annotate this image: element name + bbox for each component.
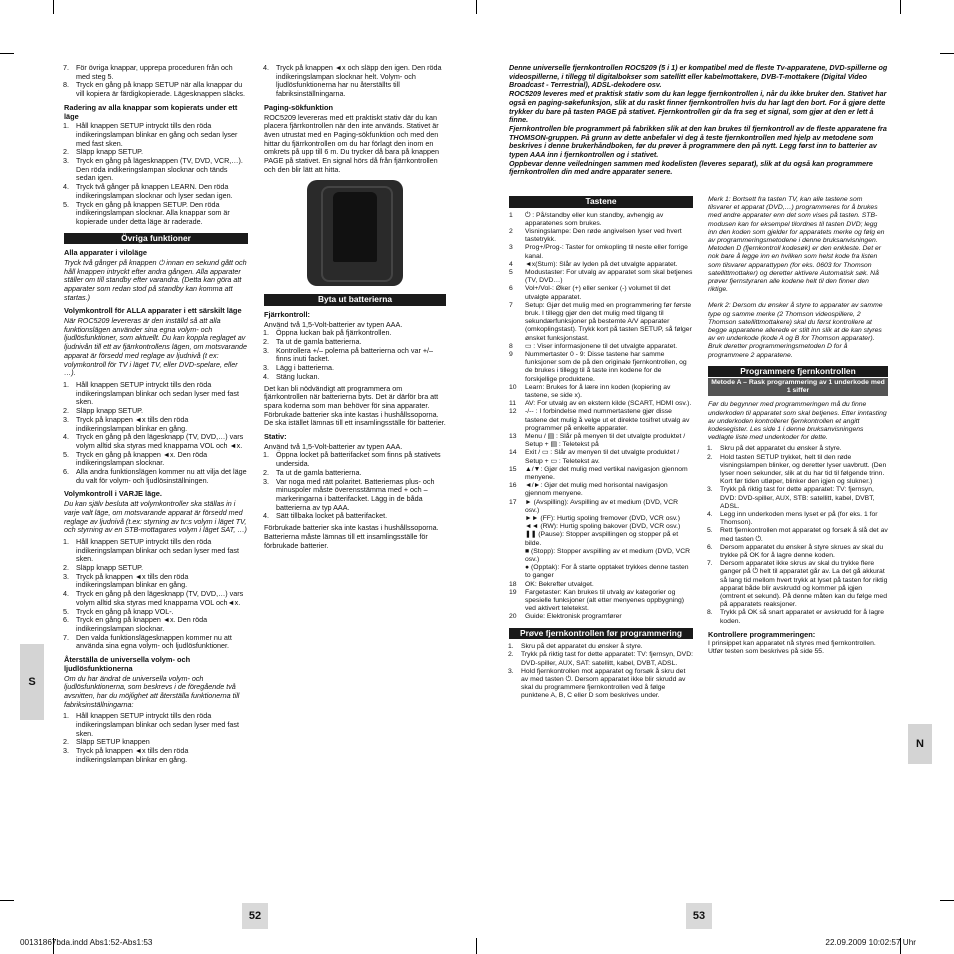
list-item-number: 3.	[707, 486, 713, 494]
key-number: 18	[509, 580, 517, 588]
list-item-number: 1.	[63, 380, 69, 389]
list-item-text: Släpp knapp SETUP.	[76, 406, 143, 416]
key-number: 10	[509, 383, 517, 391]
varje-heading: Volymkontroll i VARJE läge.	[64, 489, 162, 499]
key-text: ■ (Stopp): Stopper avspilling av et medium (DVD, VCR osv.)	[525, 547, 691, 564]
list-item	[707, 527, 888, 543]
list-item-text: Släpp knapp SETUP.	[76, 147, 143, 157]
list-item-number: 1.	[508, 643, 514, 651]
list-item-text: Hold tasten SETUP trykket, helt til den røde visningslampen blinker, og deretter lyser uavbrutt. (Den lyser noen sekunder, slik at du har tid til følgende trinn. Kort før tiden utløper, blinker den igjen og slukner.)	[720, 453, 887, 486]
list-item	[63, 746, 248, 764]
key-description	[509, 228, 693, 244]
stativ-intro: Använd två 1,5-Volt-batterier av typen AAA.	[264, 441, 403, 451]
key-text: Nummertaster 0 - 9: Disse tastene har samme funksjoner som de på den originale fjernkontrollen, og de brukes i tillegg til å taste inn kodene for de forskjellige produktene.	[525, 350, 687, 383]
key-number: 8	[509, 342, 513, 350]
key-description	[509, 244, 693, 260]
key-number: 17	[509, 498, 517, 506]
metode-a-text: Før du begynner med programmeringen må du finne underkoden til apparatet som skal betjenes. Etter inntasting av underkoden kontrollerer fjernkontrollen et angitt kodesegister. Les side 1 i denne bruksanvisningens vedlagte liste med underkoder for dette.	[708, 401, 887, 442]
list-item-number: 4.	[63, 432, 69, 442]
list-item-number: 4.	[707, 511, 713, 518]
paging-text: ROC5209 levereras med ett praktiskt stativ där du kan placera fjärrkontrollen när den inte används. Stativet är även utrustat med en Paging-sökfunktion och med den hittar du fjärrkontrollen om du har förlagt den inom en omkrets på upp till 6 m. Du trycker då bara på knappen PAGE på stativet. En signal hörs då från fjärrkontrollen och den blir lätt att hitta.	[264, 112, 439, 174]
key-number: 7	[509, 301, 513, 309]
list-item-text: Ta ut de gamla batterierna.	[276, 467, 362, 477]
list-item-number: 1.	[263, 328, 269, 338]
list-item-text: Tryck på knappen ◄x tills den röda indikeringslampan blinkar en gång.	[76, 414, 189, 433]
crop-mark	[0, 900, 14, 901]
intro-steps-list	[64, 64, 248, 99]
left-column-2	[264, 64, 446, 553]
list-item-text: Tryck en gång på den lägesknapp (TV, DVD,…) vars volym alltid ska styras med knapparna VOL och ◄x.	[76, 432, 244, 450]
key-number: 5	[509, 268, 513, 276]
crop-mark	[940, 53, 954, 54]
list-item	[63, 380, 248, 407]
list-item	[263, 371, 446, 382]
list-item-text: Håll knappen SETUP intryckt tills den röda indikeringslampan blinkar och sedan lyser med fast sken.	[76, 380, 239, 407]
key-number: 20	[509, 613, 517, 621]
language-tab-s	[20, 644, 44, 720]
list-item-number: 2.	[508, 651, 514, 659]
list-item-number: 3.	[263, 476, 269, 486]
list-item-number: 2.	[63, 737, 69, 747]
fjarrkontroll-heading: Fjärrkontroll:	[264, 309, 310, 319]
list-item-text: Var noga med rätt polaritet. Batteriernas plus- och minuspoler måste överensstämma med + och – markeringarna i batterifacket. Lägg in de båda batterierna av typ AAA.	[276, 476, 435, 512]
kontroll-text-2: Utfør testen som beskrives på side 55.	[708, 648, 824, 656]
key-description	[509, 449, 693, 465]
list-item-number: 6.	[63, 467, 69, 477]
right-column-2	[708, 196, 888, 659]
merk-1-note: Merk 1: Bortsett fra tasten TV, kan alle tastene som tilsvarer et apparat (DVD,…) programmeres for å brukes med andre apparater enn det som vises på tasten. STB-modusen kan for eksempel tilordnes til tasten DVD; legg inn den koden som gjelder for apparatets merke og følg en av programmeringsmetodene i denne bruksanvisningen. Metoden D (fjernkontroll kodesøk) er den enkleste. Det er nok bare å legge inn en hvilken som helst kode fra listen som tilsvarer apparattypen (for eks. 0603 for Thomson satellittmottaker) og deretter aktivere Automatisk søk. Nå prøver fjernstyraren alle kodene helt til den finner den riktige.	[708, 196, 885, 294]
list-item-number: 5.	[63, 199, 69, 209]
metode-a-bar: Metode A – Rask programmering av 1 underkode med 1 siffer	[708, 378, 888, 396]
radering-heading: Radering av alla knappar som kopierats under ett läge	[64, 102, 238, 121]
list-item-text: Trykk på riktig tast for dette apparatet: TV: fjernsyn, DVD: DVD-spiller, AUX, SAT: satellitt, kabel, DVBT, ADSL.	[521, 651, 694, 667]
key-description	[509, 384, 693, 400]
key-description	[509, 343, 693, 351]
page-number-label: 53	[692, 910, 706, 922]
remote-stand-image	[307, 180, 403, 286]
kontroll-heading: Kontrollere programmeringen:	[708, 629, 816, 639]
list-item-text: Dersom apparatet ikke skrus av skal du trykke flere ganger på ⏻ helt til apparatet går av. La det gå akkurat så lang tid mellom hvert trykk at lyset på tasten for riktig apparat både blir avskrudd og kommer på igjen (omtrent et sekund). På denne måten kan du følge med på apparatets reaksjoner.	[720, 560, 888, 609]
list-item-number: 4.	[263, 371, 269, 381]
list-item-text: Öppna luckan bak på fjärrkontrollen.	[276, 328, 392, 338]
list-item	[508, 667, 693, 701]
list-item	[63, 199, 248, 227]
volym-text: När ROC5209 levereras är den inställd så att alla funktionslägen använder sina egna volym- och ljudlösfunktioner, som aktuellt. Du kan koppla reglaget av ljudnivån till ett av fjärrkontrollens lägen, om motsvarande apparat är försedd med reglage av ljudnivå (t ex: volymkontroll för TV i läget TV, eller DVD-spelare, eller …).	[64, 316, 247, 378]
list-item-number: 4.	[63, 182, 69, 192]
list-item	[63, 63, 248, 81]
list-item	[63, 571, 248, 590]
list-item-text: Tryck en gång på knapp VOL-.	[76, 606, 174, 616]
list-item	[508, 651, 694, 667]
key-number: 3	[509, 244, 513, 252]
key-description	[509, 466, 693, 482]
crop-mark	[476, 938, 477, 954]
key-text: ► (Avspilling): Avspilling av et medium (DVD, VCR osv.)	[525, 498, 679, 514]
merk-2-note: Merk 2: Dersom du ønsker å styre to apparater av samme type og samme merke (2 Thomson videospillere, 2 Thomson satellittmottakere) skal du først kontrollere at begge apparatene allerede er stilt inn slik at de kan styres av en underkode (kode A og B for Thomson apparater). Bruk deretter programmeringsmetoden D for å programmere 2 apparatene.	[708, 302, 883, 359]
key-text: ◄◄ (RW): Hurtig spoling bakover (DVD, VCR osv.)	[525, 523, 681, 531]
list-item	[63, 432, 248, 450]
stativ-heading: Stativ:	[264, 432, 287, 442]
key-text: Exit / ▭ : Slår av menyen til det utvalgte produktet / Setup + ▭ : Teletekst av.	[525, 449, 680, 465]
list-item	[63, 615, 248, 633]
key-description	[509, 408, 693, 433]
key-description	[509, 613, 693, 621]
list-item-text: Den valda funktionslägesknappen kommer nu att använda sina egna volym- och ljudlösfunktioner.	[76, 632, 232, 651]
list-item	[263, 345, 446, 364]
key-text: Learn: Brukes for å lære inn koden (kopiering av tastene, se side x).	[525, 383, 671, 399]
list-item-number: 8.	[707, 609, 713, 617]
list-item	[63, 449, 248, 468]
key-text: ❚❚ (Pause): Stopper avspillingen og stopper på et bilde.	[525, 531, 679, 547]
key-description	[509, 400, 693, 408]
list-item	[63, 80, 248, 99]
key-description	[509, 564, 693, 580]
key-description	[509, 285, 693, 301]
list-item-text: Tryck en gång på knappen ◄x. Den röda indikeringslampan slocknar.	[76, 615, 208, 633]
metode-a-steps-list	[708, 445, 888, 625]
list-item-text: För övriga knappar, upprepa proceduren från och med steg 5.	[76, 63, 233, 81]
list-item-number: 7.	[63, 632, 69, 642]
list-item-number: 5.	[63, 449, 69, 459]
key-description	[509, 589, 693, 614]
list-item-number: 3.	[263, 363, 269, 373]
list-item	[63, 156, 248, 183]
list-item-number: 1.	[63, 121, 69, 131]
list-item-text: Tryck en gång på knappen SETUP. Den röda indikeringslampan slocknar. Alla knappar som är kopierade under detta läge är raderade.	[76, 199, 230, 226]
list-item	[707, 445, 888, 453]
key-text: -/-- : I forbindelse med nummertastene gjør disse tastene det mulig å velge ut et direkte tosifret utvalg av programmer på enkelte apparater.	[525, 408, 690, 432]
key-number: 16	[509, 482, 517, 490]
fjarrkontroll-intro: Använd två 1,5-Volt-batterier av typen AAA.	[264, 319, 403, 329]
key-number: 1	[509, 211, 513, 219]
key-text: ►► (FF): Hurtig spoling fremover (DVD, VCR osv.)	[525, 515, 680, 523]
key-text: Menu / ▤ : Slår på menyen til det utvalgte produktet / Setup + ▤ : Teletekst på	[525, 432, 686, 449]
list-item-number: 2.	[707, 453, 713, 461]
list-item-text: Alla andra funktionslägen kommer nu att vilja det läge du valt för volym- och ljudlösinställningen.	[76, 467, 247, 485]
keys-list	[509, 212, 693, 622]
crop-mark	[0, 53, 14, 54]
list-item-number: 2.	[63, 147, 69, 157]
programmere-bar: Programmere fjernkontrollen	[708, 366, 888, 378]
key-description	[509, 499, 693, 515]
list-item	[63, 467, 248, 485]
list-item-number: 3.	[508, 667, 514, 675]
alla-apparater-heading: Alla apparater i viloläge	[64, 248, 147, 258]
list-item	[707, 560, 888, 609]
list-item	[263, 450, 446, 469]
varje-text: Du kan själv besluta att volymkontroller ska ställas in i varje valt läge, om motsvarande apparat är försedd med reglage av ljudnivå (t.ex: styrning av tv:s volym i läget TV, och styrning av en STB-mottagares volym i läget SAT, …)	[64, 499, 247, 535]
kontroll-text-1: I prinsippet kan apparatet nå styres med fjernkontrollen.	[708, 640, 876, 648]
key-number: 12	[509, 408, 517, 416]
list-item-text: Stäng luckan.	[276, 371, 320, 381]
key-description	[509, 548, 693, 564]
list-item-number: 1.	[63, 711, 69, 721]
intro-text-1: Denne universelle fjernkontrollen ROC5209 (5 i 1) er kompatibel med de fleste Tv-apparatene, DVD-spillerne og videospillerne, i tillegg til digitalbokser som satellitt eller kabelmottakere, DVB-T-mottakere (Digital Video Broadcast - Terrestrial), ADSL-dekodere osv.	[509, 63, 888, 90]
list-item	[707, 609, 888, 625]
list-item-text: Trykk på OK så snart apparatet er avskrudd for å lagre koden.	[720, 609, 885, 625]
list-item-number: 7.	[707, 560, 713, 568]
key-description	[509, 261, 693, 269]
key-description	[509, 482, 693, 498]
tastene-bar: Tastene	[509, 196, 693, 208]
ovriga-funktioner-bar: Övriga funktioner	[64, 233, 248, 245]
list-item-number: 2.	[263, 467, 269, 477]
key-text: ▭ : Viser informasjonene til det utvalgte apparatet.	[525, 342, 678, 350]
footer-filename: 00131867bda.indd Abs1:52-Abs1:53	[20, 938, 153, 947]
list-item	[63, 121, 248, 148]
list-item-number: 4.	[263, 511, 269, 521]
list-item-text: Tryck på knappen ◄x tills den röda indikeringslampan blinkar en gång.	[76, 746, 189, 764]
prove-steps-list	[509, 643, 693, 700]
key-text: ◄x(Stum): Slår av lyden på det utvalgte apparatet.	[525, 260, 678, 268]
key-description	[509, 515, 693, 523]
key-text: Guide: Elektronisk programfører	[525, 613, 622, 621]
aterstall-heading: Återställa de universella volym- och ljudlösfunktionerna	[64, 655, 191, 673]
col2-steps-list	[264, 64, 446, 99]
list-item-number: 3.	[263, 345, 269, 355]
paging-heading: Paging-sökfunktion	[264, 102, 333, 112]
list-item-text: Hold fjernkontrollen mot apparatet og forsøk å skru det av med tasten ⏻. Dersom apparatet ikke blir skrudd av skal du programmere fjernkontrollen ved å følge punktene A, B, C eller D som beskrives under.	[521, 667, 686, 700]
key-text: OK: Bekrefter utvalget.	[525, 580, 594, 588]
list-item-text: Tryck på knappen ◄x tills den röda indikeringslampan blinkar en gång.	[76, 571, 189, 590]
list-item	[63, 414, 248, 433]
volym-heading: Volymkontroll för ALLA apparater i ett särskilt läge	[64, 306, 242, 316]
intro-text-2: ROC5209 leveres med et praktisk stativ som du kan legge fjernkontrollen i, når du ikke bruker den. Stativet har også en paging-søkefunksjon, slik at du raskt finner fjernkontrollen hvis du har lagt den bort. For å gjøre dette trykker du bare på tasten PAGE på stativet. Fjernkontrollen gir da fra seg et signal, som gjør at den er lett å finne.	[509, 89, 887, 125]
fjarrkontroll-text-2: Förbrukade batterier ska inte kastas i hushållssoporna. De ska istället lämnas till ett insamlingsställe för batterier.	[264, 409, 446, 428]
left-column-1	[64, 64, 248, 768]
list-item	[63, 589, 248, 607]
list-item-number: 1.	[263, 450, 269, 460]
page-number-left	[242, 903, 268, 929]
crop-mark	[900, 0, 901, 14]
list-item-text: Kontrollera +/– polerna på batterierna och var +/– finns inuti facket.	[276, 345, 434, 364]
key-text: AV: For utvalg av en ekstern kilde (SCART, HDMI osv.).	[525, 400, 692, 408]
right-column-1-lower	[509, 196, 693, 704]
list-item-number: 4.	[63, 589, 69, 599]
key-text: Setup: Gjør det mulig med en programmering før første bruk. I tillegg gjør den det mulig med tilgang til sekundærfunksjoner på bestemte A/V apparater (omkoplingstast). Trykk kort på tasten SETUP, så følger ønsket funksjonstast.	[525, 301, 692, 342]
key-description	[509, 433, 693, 449]
intro-text-4: Oppbevar denne veiledningen sammen med kodelisten (leveres separat), slik at du også kan programmere fjernkontrollen din med andre apparater senere.	[509, 158, 873, 177]
right-column-1	[509, 64, 891, 180]
key-text: Modustaster: For utvalg av apparatet som skal betjenes (TV, DVD…)	[525, 268, 693, 285]
key-text: Prog+/Prog-: Taster for omkopling til neste eller forrige kanal.	[525, 244, 688, 260]
list-item-text: Håll knappen SETUP intryckt tills den röda indikeringslampan blinkar och sedan lyser med fast sken.	[76, 711, 239, 738]
page-number-right	[686, 903, 712, 929]
list-item	[63, 536, 248, 564]
list-item-number: 5.	[707, 527, 713, 535]
list-item-number: 2.	[63, 563, 69, 573]
list-item-text: Legg inn underkoden mens lyset er på (for eks. 1 for Thomson).	[720, 511, 878, 527]
key-number: 4	[509, 260, 513, 268]
intro-text-3: Fjernkontrollen ble programmert på fabrikken slik at den kan brukes til fjernkontroll av de fleste apparatene fra THOMSON-gruppen. På grunn av dette anbefaler vi deg å teste fjernkontrollen med hjelp av metodene som beskrives i denne brukerhåndboken, før du prøver å programmere den på nytt. Legg først inn to batterier av typen AAA inn i fjernkontrollen og i stativet.	[509, 123, 887, 160]
alla-apparater-text: Tryck två gånger på knappen ⏻ innan en sekund gått och håll knappen intryckt efter andra gången. Alla apparater ställer om till standby efter varandra. (Detta kan göra att apparater som redan stod på standby kan komma att startas.)	[64, 257, 247, 302]
stativ-text: Förbrukade batterier ska inte kastas i hushållssoporna. Batterierna måste lämnas till ett insamlingsställe för förbrukade batterier.	[264, 523, 439, 550]
radering-steps-list	[64, 122, 248, 226]
list-item-text: Tryck en gång på knappen ◄x. Den röda indikeringslampan slocknar.	[76, 449, 208, 468]
key-number: 2	[509, 227, 513, 235]
list-item-text: Håll knappen SETUP intryckt tills den röda indikeringslampan blinkar och sedan lyser med fast sken.	[76, 536, 239, 564]
list-item-text: Öppna locket på batterifacket som finns på stativets undersida.	[276, 450, 441, 469]
list-item-number: 1.	[707, 445, 713, 453]
fjarrkontroll-text-1: Det kan bli nödvändigt att programmera om fjärrkontrollen när batterierna byts. Det är därför bra att spara koderna som man behöver för sina apparater.	[264, 383, 439, 410]
crop-mark	[53, 0, 54, 14]
list-item-number: 6.	[707, 543, 713, 551]
list-item-number: 8.	[63, 80, 69, 90]
list-item-text: Trykk på riktig tast for dette apparatet: TV: fjernsyn, DVD: DVD-spiller, AUX, STB: satellitt, kabel, DVBT, ADSL.	[720, 486, 875, 510]
list-item-text: Skru på det apparatet du ønsker å styre.	[720, 445, 842, 453]
crop-mark	[476, 0, 477, 14]
list-item-number: 3.	[63, 746, 69, 756]
volym-steps-list	[64, 381, 248, 485]
list-item-number: 4.	[263, 63, 269, 72]
key-number: 6	[509, 285, 513, 293]
list-item-number: 3.	[63, 571, 69, 581]
list-item-number: 3.	[63, 414, 69, 424]
list-item-text: Skru på det apparatet du ønsker å styre.	[521, 643, 643, 651]
list-item	[707, 453, 888, 487]
list-item-text: Ta ut de gamla batterierna.	[276, 337, 362, 347]
language-tab-n	[908, 724, 932, 764]
list-item-text: Rett fjernkontrollen mot apparatet og forsøk å slå det av med tasten ⏻.	[720, 527, 888, 543]
list-item-number: 6.	[63, 615, 69, 625]
list-item	[63, 711, 248, 738]
list-item	[707, 486, 888, 511]
varje-steps-list	[64, 538, 248, 651]
crop-mark	[940, 900, 954, 901]
list-item-number: 3.	[63, 156, 69, 166]
key-text: ● (Opptak): For å starte opptaket trykkes denne tasten to ganger	[525, 564, 689, 580]
key-number: 13	[509, 432, 517, 440]
byta-batterierna-bar: Byta ut batterierna	[264, 294, 446, 306]
list-item-text: Lägg i batterierna.	[276, 363, 334, 373]
list-item-text: Släpp knapp SETUP.	[76, 563, 143, 573]
aterstall-steps-list	[64, 712, 248, 764]
key-description	[509, 212, 693, 228]
page-number-label: 52	[248, 910, 262, 922]
list-item	[263, 511, 446, 521]
language-tab-label: S	[28, 676, 36, 688]
list-item	[707, 511, 888, 527]
footer-date: 22.09.2009 10:02:57 Uhr	[825, 938, 916, 947]
language-tab-label: N	[916, 738, 924, 750]
key-description	[509, 351, 693, 384]
key-text: ▲/▼: Gjør det mulig med vertikal navigasjon gjennom menyene.	[525, 465, 688, 481]
key-description	[509, 581, 693, 589]
list-item-text: Håll knappen SETUP intryckt tills den röda indikeringslampan blinkar en gång och sedan lyser med fast sken.	[76, 121, 238, 148]
list-item-text: Tryck en gång på den lägesknapp (TV, DVD,…) vars volym alltid ska styras med knapparna VOL och◄x.	[76, 589, 244, 607]
list-item-text: Tryck på knappen ◄x och släpp den igen. Den röda indikeringslampan slocknar helt. Volym- och ljudlösfunktionerna har nu återställts till fabriksinställningarna.	[276, 63, 442, 99]
list-item-text: Sätt tillbaka locket på batterifacket.	[276, 511, 388, 521]
list-item-number: 2.	[63, 406, 69, 416]
key-number: 14	[509, 449, 517, 457]
list-item-text: Tryck två gånger på knappen LEARN. Den röda indikeringslampan slocknar och lyser sedan igen.	[76, 182, 233, 200]
key-description	[509, 269, 693, 285]
key-text: Fargetaster: Kan brukes til utvalg av kategorier og spesielle funksjoner (alt etter menyenes oppbygning) ved aktivert teletekst.	[525, 588, 685, 613]
list-item-text: Släpp SETUP knappen	[76, 737, 150, 747]
list-item-number: 1.	[63, 536, 69, 546]
list-item-number: 5.	[63, 606, 69, 616]
key-description	[509, 531, 693, 547]
key-number: 19	[509, 588, 517, 596]
key-text: Visningslampe: Den røde angivelsen lyser ved hvert tastetrykk.	[525, 227, 682, 244]
fjarrkontroll-steps-list	[264, 329, 446, 381]
list-item	[63, 182, 248, 200]
list-item-number: 7.	[63, 63, 69, 72]
list-item	[707, 543, 888, 560]
key-description	[509, 302, 693, 343]
list-item	[63, 632, 248, 651]
list-item-text: Tryck en gång på knapp SETUP när alla knappar du vill kopiera är färdigkopierade. Lägesknappen släcks.	[76, 80, 246, 99]
list-item-text: Dersom apparatet du ønsker å styre skrues av skal du trykke på OK for å lagre denne koden.	[720, 543, 884, 560]
list-item	[263, 476, 446, 513]
key-number: 15	[509, 465, 517, 473]
aterstall-text: Om du har ändrat de universella volym- och ljudlösfunktionerna, som beskrevs i de föregående två avsnitten, har du möjlighet att återställa funktionerna till fabriksinställningarna:	[64, 673, 240, 709]
key-text: ⏻ : På/standby eller kun standby, avhengig av apparatenes som brukes.	[525, 211, 664, 227]
key-text: ◄/►: Gjør det mulig med horisontal navigasjon gjennom menyene.	[525, 482, 668, 498]
key-number: 9	[509, 350, 513, 358]
list-item	[263, 63, 446, 99]
key-number: 11	[509, 400, 517, 408]
key-text: Vol+/Vol-: Øker (+) eller senker (-) volumet til det utvalgte apparatet.	[525, 285, 671, 301]
stativ-steps-list	[264, 451, 446, 521]
list-item-number: 2.	[263, 337, 269, 347]
list-item-text: Tryck en gång på lägesknappen (TV, DVD, VCR,…). Den röda indikeringslampan slocknar och tänds sedan igen.	[76, 156, 243, 183]
prove-fjernkontrollen-bar: Prøve fjernkontrollen før programmering	[509, 628, 693, 640]
